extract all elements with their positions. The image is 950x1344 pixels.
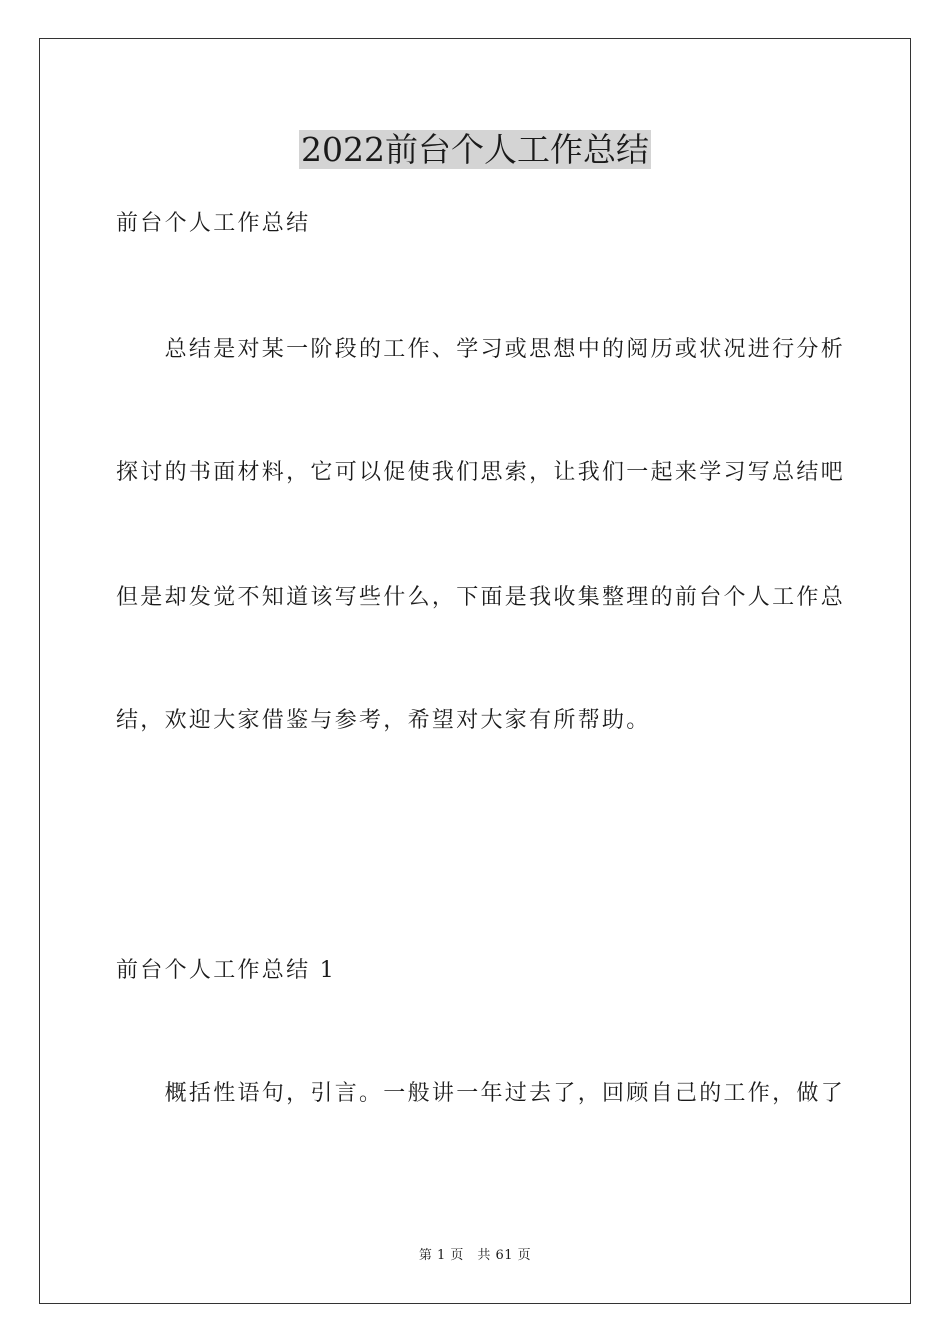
section-heading: 前台个人工作总结 xyxy=(116,211,311,236)
paragraph-line: 概括性语句，引言。一般讲一年过去了，回顾自己的工作，做了 xyxy=(116,1081,846,1106)
paragraph-line: 探讨的书面材料，它可以促使我们思索，让我们一起来学习写总结吧 xyxy=(116,460,846,485)
section-heading: 前台个人工作总结 1 xyxy=(116,958,336,983)
paragraph-line: 总结是对某一阶段的工作、学习或思想中的阅历或状况进行分析 xyxy=(116,337,846,362)
page-footer: 第 1 页 共 61 页 xyxy=(418,1248,532,1263)
document-title-text: 2022前台个人工作总结 xyxy=(301,130,649,169)
paragraph-line: 结，欢迎大家借鉴与参考，希望对大家有所帮助。 xyxy=(116,708,651,733)
document-title xyxy=(0,128,950,172)
paragraph-line: 但是却发觉不知道该写些什么，下面是我收集整理的前台个人工作总 xyxy=(116,585,846,610)
